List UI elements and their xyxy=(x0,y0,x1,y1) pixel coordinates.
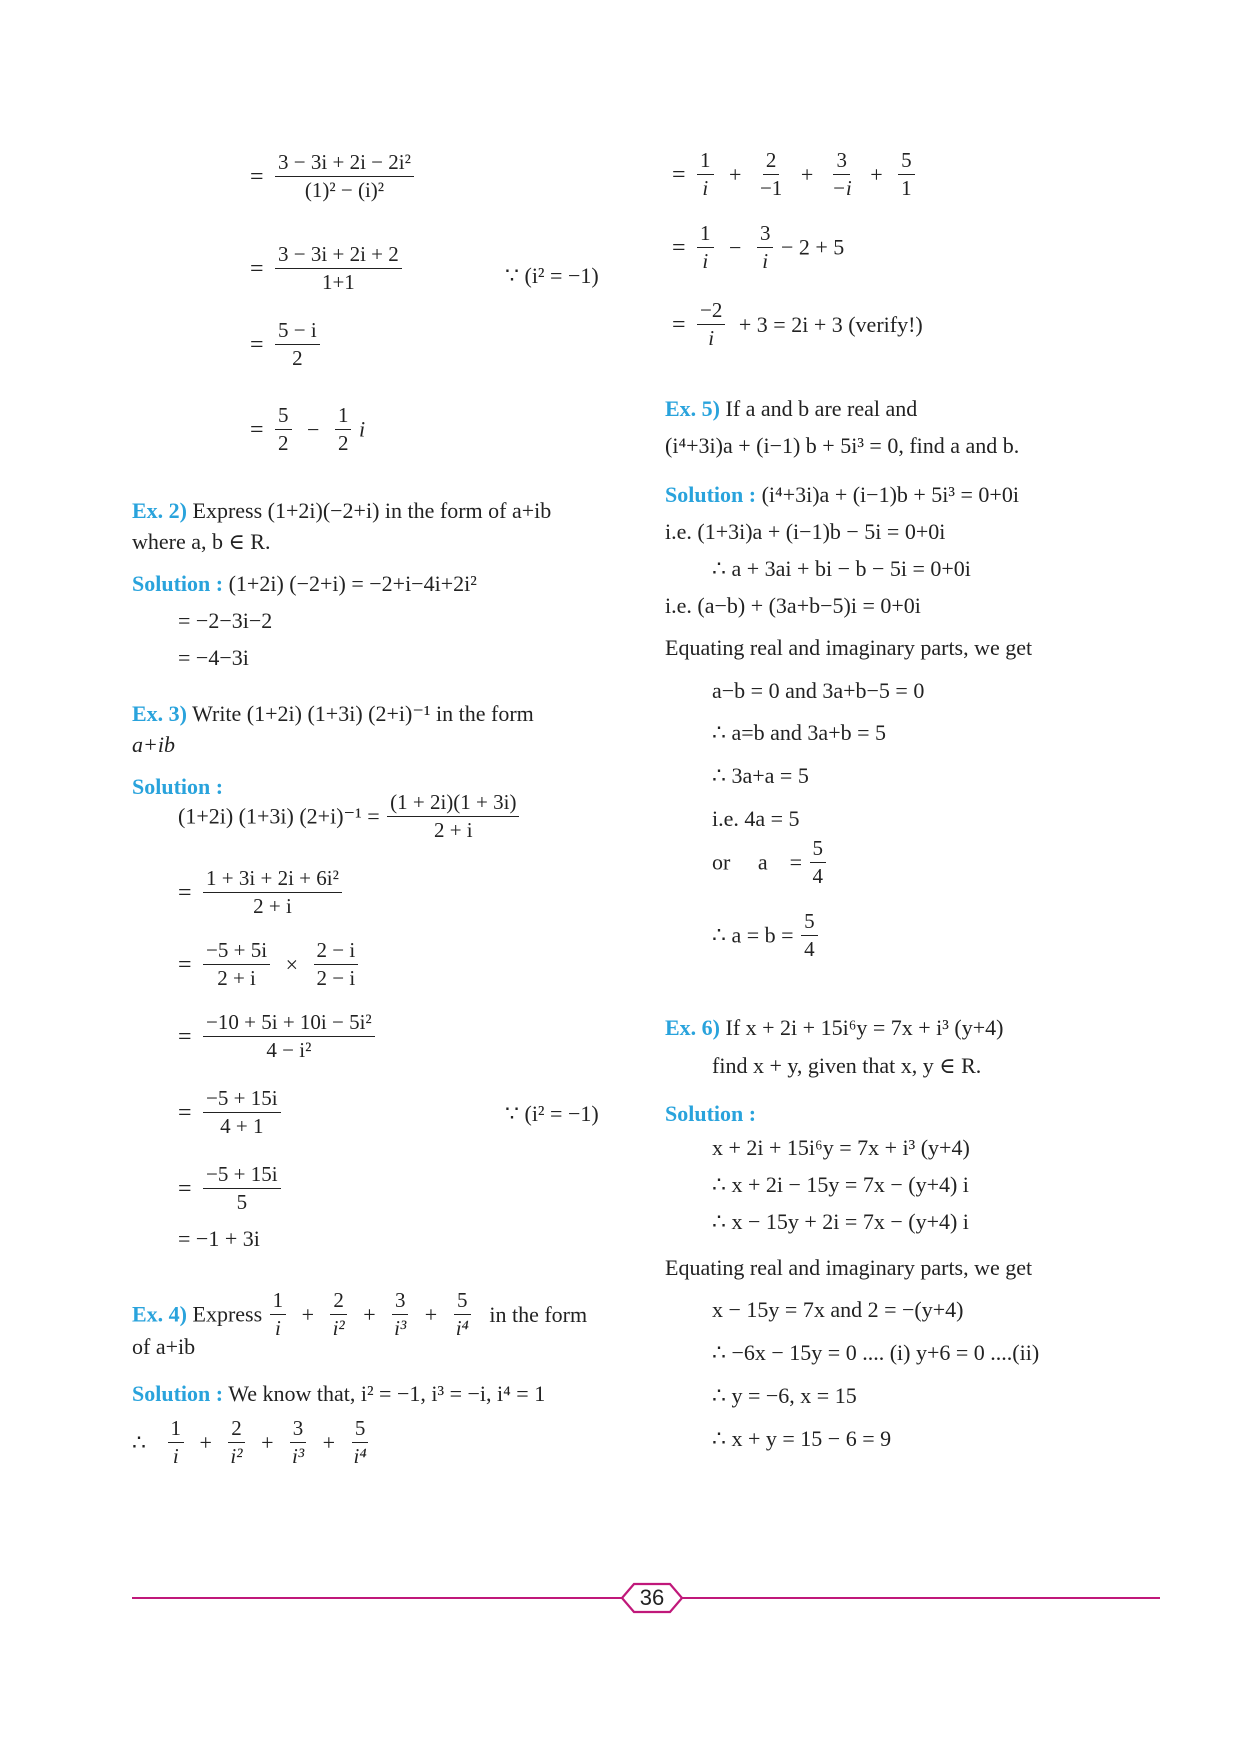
footer-rule-left xyxy=(132,1597,622,1599)
ex3-step-e: = $\frac{-5 + 15i}{5}$ xyxy=(178,1164,283,1213)
ex4-sum-line: ∴ $\frac{1}{i}$ + $\frac{2}{\text{i²}}$ + $\frac{3}{\text{i³}}$ + $\frac{5}{\text{i⁴}}$ xyxy=(132,1416,367,1468)
step-line-tl3: = $\frac{5 - i}{2}$ xyxy=(250,320,322,369)
step-line-tl4: = $\frac{5}{2}$ − $\frac{1}{2}$ i xyxy=(250,403,366,455)
ex3-solution-label: Solution : xyxy=(132,774,224,799)
ex2-step1: = −2−3i−2 xyxy=(178,608,273,633)
ex6-line-4: x − 15y = 7x and 2 = −(y+4) xyxy=(712,1297,964,1322)
ex3-note: ∵ (i² = −1) xyxy=(505,1101,599,1126)
ex3-step-a: = $\frac{\text{1 + 3i + 2i + 6i²}}{2 + i}$ xyxy=(178,868,344,917)
ex3-step-c: = $\frac{\text{−10 + 5i + 10i − 5i²}}{\text{4 − i²}}$ xyxy=(178,1012,377,1061)
ex3-step-b: = $\frac{-5 + 5i}{2 + i}$ × $\frac{2 - i}{2 - i}$ xyxy=(178,940,360,989)
step-line-tr2: = $\frac{1}{i}$ − $\frac{3}{i}$ − 2 + 5 xyxy=(672,221,845,273)
ex6-statement-2: find x + y, given that x, y ∈ R. xyxy=(712,1053,982,1078)
step-line-tr1: = $\frac{1}{i}$ + $\frac{2}{-1}$ + $\frac{3}{-i}$ + $\frac{5}{1}$ xyxy=(672,150,917,199)
fraction-tl2: $\frac{3 - 3i + 2i + 2}{1+1}$ xyxy=(275,244,402,293)
ex5-line-4: a−b = 0 and 3a+b−5 = 0 xyxy=(712,678,925,703)
ex2-label: Ex. 2) xyxy=(132,498,187,523)
ex6-statement: Ex. 6) If x + 2i + 15i⁶y = 7x + i³ (y+4) xyxy=(665,1015,1004,1040)
ex3-final: = −1 + 3i xyxy=(178,1226,260,1251)
ex6-line-1: ∴ x + 2i − 15y = 7x − (y+4) i xyxy=(712,1172,969,1197)
page-number-badge xyxy=(620,1582,684,1614)
ex6-line-5: ∴ −6x − 15y = 0 .... (i) y+6 = 0 ....(ii) xyxy=(712,1340,1040,1365)
step-line-tl2: = $\frac{3 - 3i + 2i + 2}{1+1}$ xyxy=(250,244,404,293)
fraction-tl1: $\frac{\text{3 − 3i + 2i − 2i²}}{\text{(1)² − (i)²}}$ xyxy=(275,152,414,201)
note-i-squared: ∵ (i² = −1) xyxy=(505,263,599,288)
ex5-line-5: ∴ a=b and 3a+b = 5 xyxy=(712,720,887,745)
ex6-line-2: ∴ x − 15y + 2i = 7x − (y+4) i xyxy=(712,1209,969,1234)
ex5-statement: Ex. 5) If a and b are real and xyxy=(665,396,918,421)
ex6-line-7: ∴ x + y = 15 − 6 = 9 xyxy=(712,1426,892,1451)
ex5-line-7: i.e. 4a = 5 xyxy=(712,806,800,831)
ex5-line-2: i.e. (a−b) + (3a+b−5)i = 0+0i xyxy=(665,593,921,618)
ex3-line-lhs: (1+2i) (1+3i) (2+i)⁻¹ = $\frac{(1 + 2i)(1 + 3i)}{2 + i}$ xyxy=(178,792,521,841)
ex2-step2: = −4−3i xyxy=(178,645,249,670)
ex3-statement: Ex. 3) Write (1+2i) (1+3i) (2+i)⁻¹ in the form xyxy=(132,701,534,726)
ex5-statement-2: (i⁴+3i)a + (i−1) b + 5i³ = 0, find a and b. xyxy=(665,433,1020,458)
ex6-line-0: x + 2i + 15i⁶y = 7x + i³ (y+4) xyxy=(712,1135,970,1160)
ex2-statement-2: where a, b ∈ R. xyxy=(132,529,271,554)
fraction-tl3: $\frac{5 - i}{2}$ xyxy=(275,320,320,369)
ex5-line-0: i.e. (1+3i)a + (i−1)b − 5i = 0+0i xyxy=(665,519,946,544)
ex6-line-3: Equating real and imaginary parts, we get xyxy=(665,1255,1033,1280)
ex4-statement-2: of a+ib xyxy=(132,1334,196,1359)
ex3-statement-2: a+ib xyxy=(132,732,175,757)
ex5-line-6: ∴ 3a+a = 5 xyxy=(712,763,809,788)
page-number: 36 xyxy=(639,1585,665,1610)
ex5-solution: Solution : (i⁴+3i)a + (i−1)b + 5i³ = 0+0i xyxy=(665,482,1019,507)
ex5-line-3: Equating real and imaginary parts, we get xyxy=(665,635,1033,660)
ex4-statement: Ex. 4) Express $\frac{1}{i}$ + $\frac{2}{\text{i²}}$ + $\frac{3}{\text{i³}}$ + $\frac{5}{\text{i⁴}}$ in the form xyxy=(132,1288,588,1340)
ex5-final-line: ∴ a = b = $\frac{5}{4}$ xyxy=(712,911,820,960)
ex2-statement: Ex. 2) Express (1+2i)(−2+i) in the form of a+ib xyxy=(132,498,552,523)
step-line-tr3: = $\frac{-2}{i}$ + 3 = 2i + 3 (verify!) xyxy=(672,298,923,350)
step-line-tl1: = $\frac{\text{3 − 3i + 2i − 2i²}}{\text{(1)² − (i)²}}$ xyxy=(250,152,416,201)
ex5-or-line: or a = $\frac{5}{4}$ xyxy=(712,838,828,887)
ex6-solution-label: Solution : xyxy=(665,1101,757,1126)
ex4-solution: Solution : We know that, i² = −1, i³ = −i, i⁴ = 1 xyxy=(132,1381,546,1406)
ex2-solution: Solution : (1+2i) (−2+i) = −2+i−4i+2i² xyxy=(132,571,477,596)
ex5-line-1: ∴ a + 3ai + bi − b − 5i = 0+0i xyxy=(712,556,971,581)
ex3-step-d: = $\frac{-5 + 15i}{4 + 1}$ xyxy=(178,1088,283,1137)
footer-rule-right xyxy=(682,1597,1160,1599)
ex6-line-6: ∴ y = −6, x = 15 xyxy=(712,1383,857,1408)
